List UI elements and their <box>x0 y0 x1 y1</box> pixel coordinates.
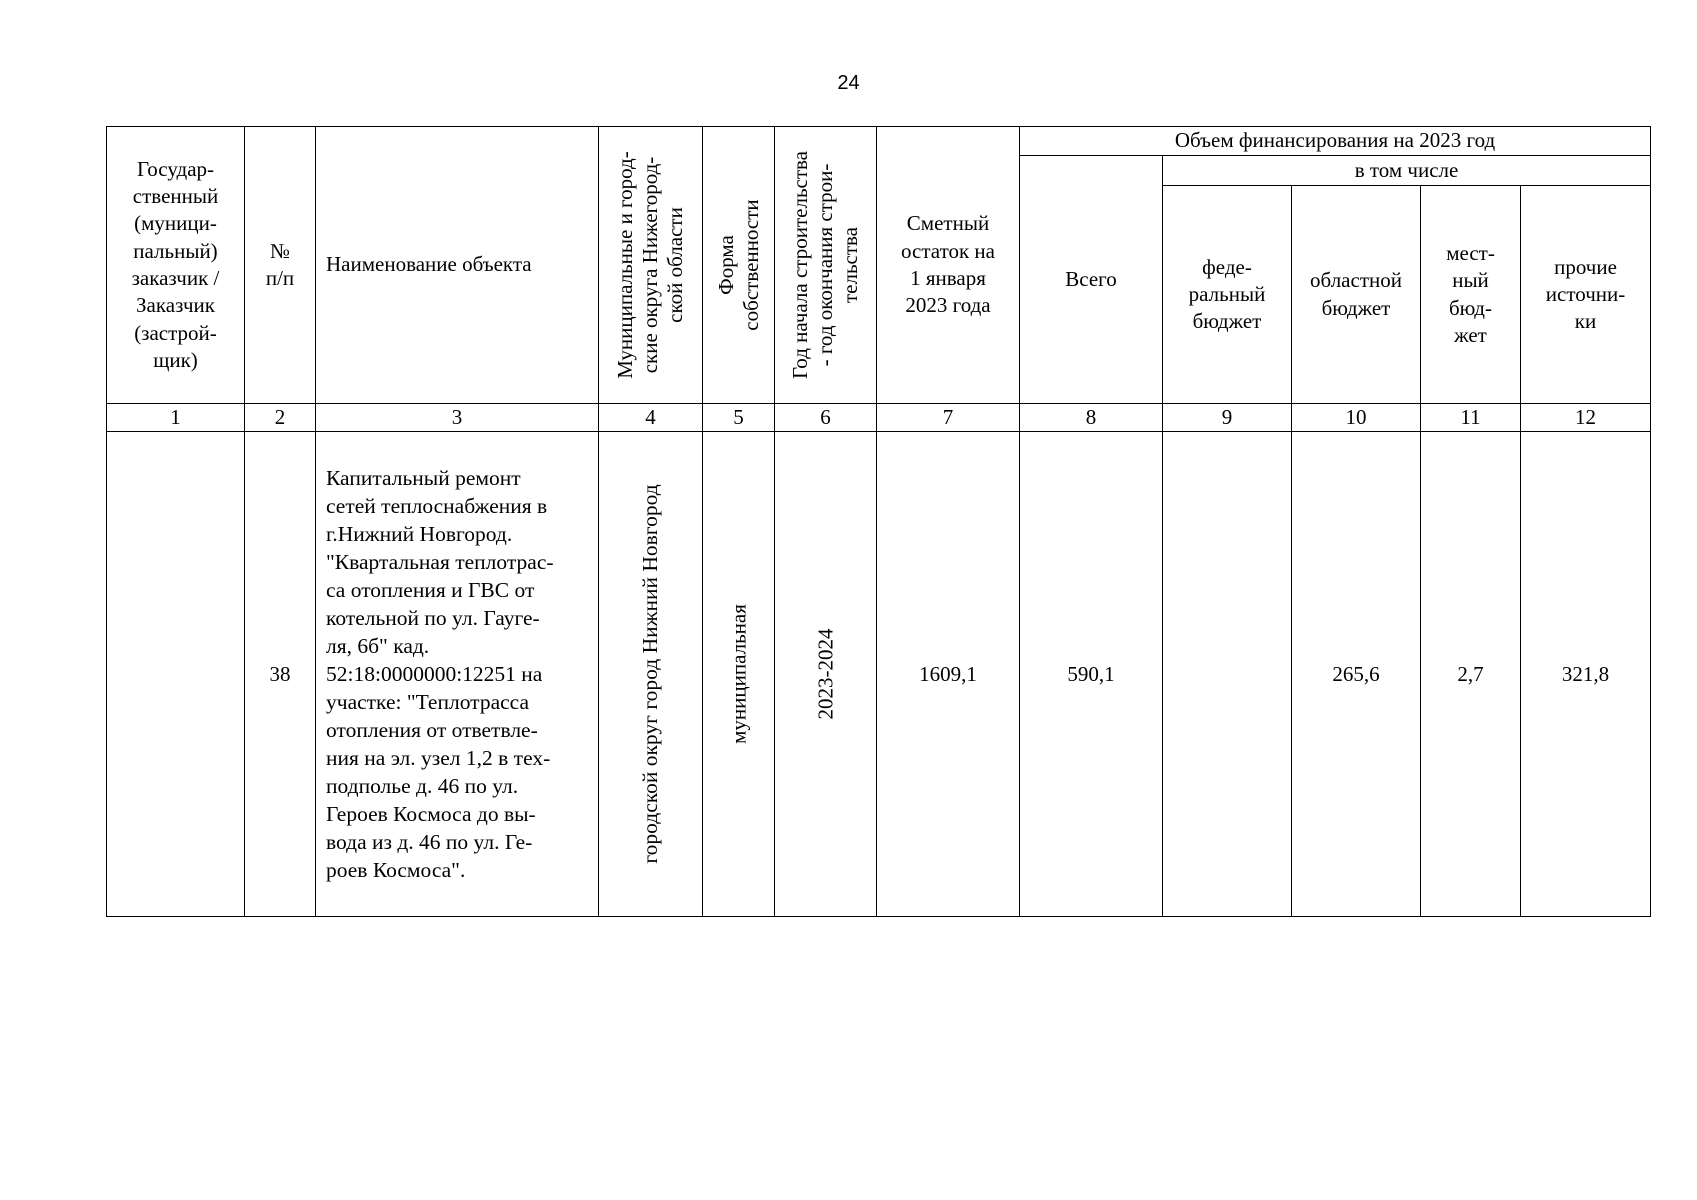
cell-other: 321,8 <box>1521 432 1651 917</box>
header-ownership: Форма собственности <box>703 127 775 404</box>
cell-customer <box>107 432 245 917</box>
cell-ownership: муниципальная <box>703 432 775 917</box>
column-number: 8 <box>1020 404 1163 432</box>
object-name-text: Капитальный ремонт сетей теплоснабжения в г.Нижний Новгород. "Квартальная теплотрас- са отопления и ГВС от котельной по ул. Гауге- ля, 6б" кад. 52:18:0000000:12251 на участке: "Теплотрасса отопления от ответвле- ния на эл. узел 1,2 в тех- подполье д. 46 по ул. Героев Космоса до вы- вода из д. 46 по ул. Ге- роев Космоса". <box>326 466 554 883</box>
column-number: 1 <box>107 404 245 432</box>
header-years: Год начала строительства - год окончания строи- тельства <box>775 127 877 404</box>
column-number: 7 <box>877 404 1020 432</box>
column-number: 5 <box>703 404 775 432</box>
cell-object-name <box>316 432 599 917</box>
cell-regional: 265,6 <box>1292 432 1421 917</box>
column-numbers-row <box>107 404 1651 432</box>
page-number: 24 <box>837 72 860 94</box>
header-other: прочие источни- ки <box>1521 186 1651 404</box>
column-number: 3 <box>316 404 599 432</box>
header-remainder: Сметный остаток на 1 января 2023 года <box>877 127 1020 404</box>
table-row <box>107 432 1651 917</box>
header-local: мест- ный бюд- жет <box>1421 186 1521 404</box>
header-total: Всего <box>1020 156 1163 404</box>
column-number: 4 <box>599 404 703 432</box>
cell-municipality: городской округ город Нижний Новгород <box>599 432 703 917</box>
header-funding-title: Объем финансирования на 2023 год <box>1020 127 1651 156</box>
financing-table <box>106 126 1651 917</box>
header-regional: областной бюджет <box>1292 186 1421 404</box>
header-including: в том числе <box>1163 156 1651 186</box>
cell-total: 590,1 <box>1020 432 1163 917</box>
cell-federal <box>1163 432 1292 917</box>
header-municipality: Муниципальные и город- ские округа Нижегород- ской области <box>599 127 703 404</box>
header-customer: Государ- ственный (муници- пальный) заказчик / Заказчик (застрой- щик) <box>107 127 245 404</box>
cell-years: 2023-2024 <box>775 432 877 917</box>
header-federal: феде- ральный бюджет <box>1163 186 1292 404</box>
cell-remainder: 1609,1 <box>877 432 1020 917</box>
column-number: 12 <box>1521 404 1651 432</box>
header-num: № п/п <box>245 127 316 404</box>
cell-num: 38 <box>245 432 316 917</box>
column-number: 10 <box>1292 404 1421 432</box>
column-number: 2 <box>245 404 316 432</box>
header-name: Наименование объекта <box>316 127 599 404</box>
column-number: 9 <box>1163 404 1292 432</box>
column-number: 6 <box>775 404 877 432</box>
cell-local: 2,7 <box>1421 432 1521 917</box>
column-number: 11 <box>1421 404 1521 432</box>
